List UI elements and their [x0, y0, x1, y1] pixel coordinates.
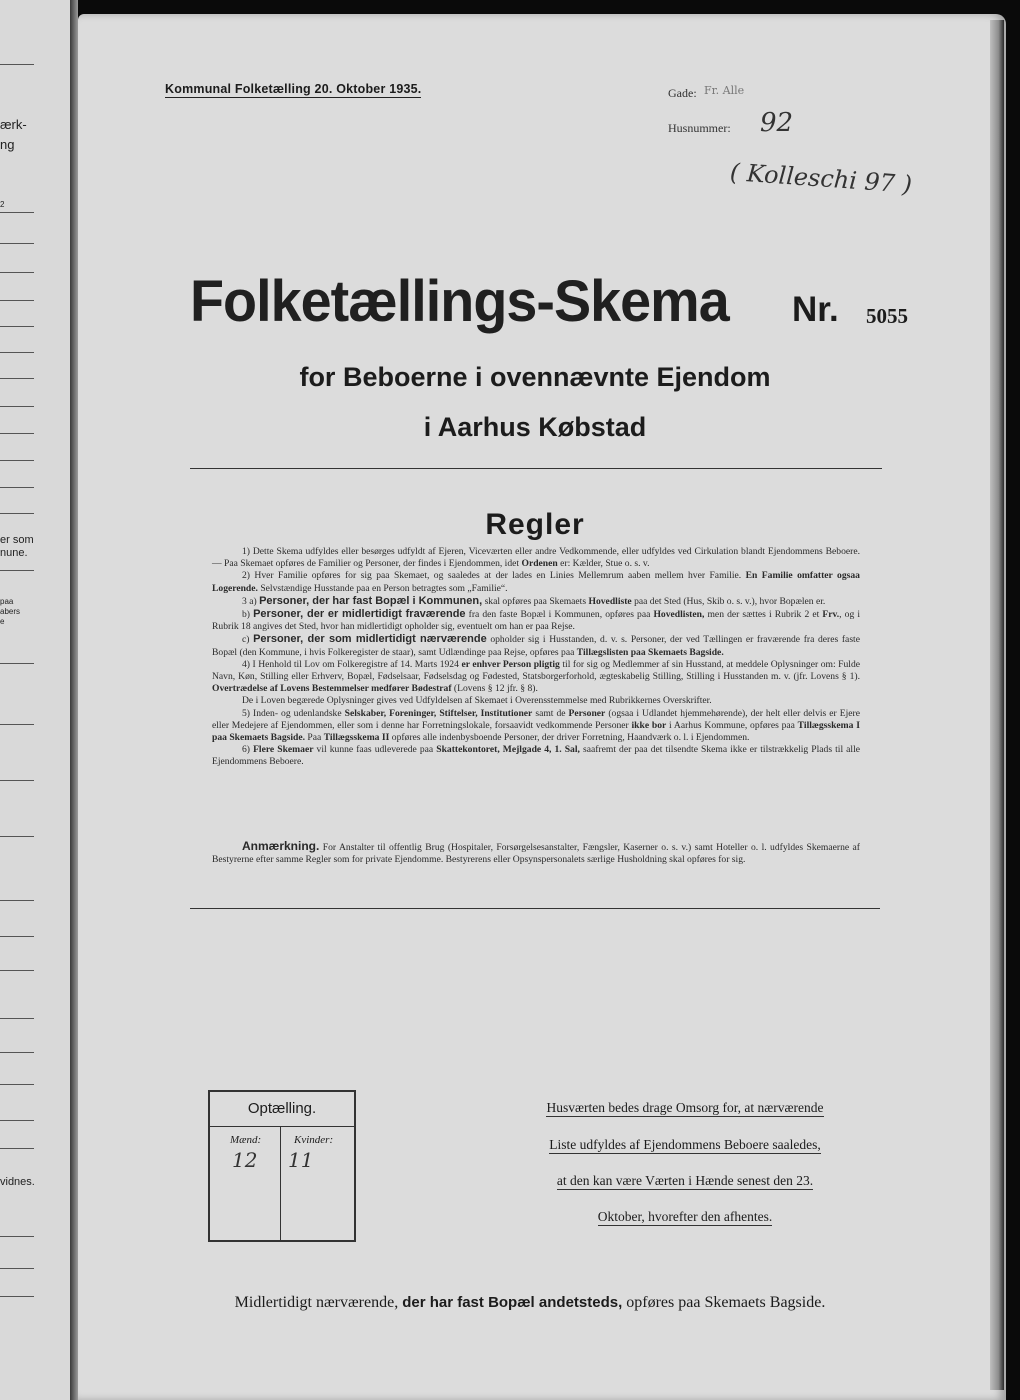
rule-emphasis: Hovedliste — [588, 595, 632, 607]
form-title: Folketællings-Skema — [190, 269, 729, 334]
rule-text: til for sig og Medlemmer af sin Husstand, at meddele Oplysninger om: Fulde Navn, Køn, Stilling eller Erhverv, Bopæl, Fødselsaar, Fødselsdag og Fødested, Statsborgerforhold, ægteskabelig Stilling, Stilling i Husstanden m. v. (jfr. Lovens § 1). — [212, 658, 861, 683]
left-page-rule — [0, 1018, 34, 1019]
landlord-instruction-line — [510, 1209, 860, 1225]
rule-emphasis: Hovedlisten, — [653, 609, 705, 621]
left-page-rule — [0, 326, 34, 327]
left-page-fragment: abers — [0, 607, 21, 616]
rule-emphasis: En Familie omfatter ogsaa Logerende. — [212, 570, 860, 594]
rule-3c — [212, 633, 860, 658]
left-page-rule — [0, 900, 34, 901]
house-number-value: 92 — [760, 108, 794, 138]
rule-text: (ogsaa i Udlandet hjemmehørende), der helt eller delvis er Ejere eller Medejere af Ejendommen, eller som i denne har Forretningslokale, forsaavidt vedkommende Personer — [212, 707, 860, 731]
women-label: Kvinder: — [294, 1134, 334, 1146]
rule-emphasis: er enhver Person pligtig — [461, 658, 560, 670]
left-page-rule — [0, 1084, 34, 1085]
rule-text: Paa — [307, 732, 322, 744]
left-page-rule — [0, 836, 34, 837]
left-page-rule — [0, 64, 34, 65]
left-page-fragment: ærk- — [0, 117, 27, 132]
rule-text: paa det Sted (Hus, Skib o. s. v.), hvor Bopælen er. — [634, 595, 826, 607]
divider-bottom — [190, 908, 880, 909]
landlord-text: at den kan være Værten i Hænde senest den 23. — [556, 1173, 814, 1188]
left-page-rule — [0, 378, 34, 379]
landlord-text: Liste udfyldes af Ejendommens Beboere saaledes, — [549, 1137, 821, 1152]
handwritten-note: ( Kolleschi 97 ) — [729, 158, 913, 199]
left-page-rule — [0, 970, 34, 971]
left-page-rule — [0, 513, 34, 514]
remark-section — [212, 840, 860, 866]
rule-text: 1) Dette Skema udfyldes eller besørges udfyldt af Ejeren, Viceværten eller andre Vedkommende, eller udfyldes ved Cirkulation blandt Ejendommens Beboere. — Paa Skemaet opføres de Familier og Personer, der findes i Ejendommen, idet — [212, 546, 860, 570]
left-page-rule — [0, 406, 34, 407]
rule-emphasis: Overtrædelse af Lovens Bestemmelser medfører Bødestraf — [212, 683, 452, 695]
rule-1 — [212, 546, 860, 570]
rule-text: De i Loven begærede Oplysninger gives ved Udfyldelsen af Skemaet i Overensstemmelse med Rubrikkernes Overskrifter. — [242, 695, 712, 707]
rule-emphasis: Flere Skemaer — [253, 744, 314, 756]
form-subtitle: for Beboerne i ovennævnte Ejendom — [299, 362, 771, 392]
rule-6 — [212, 744, 860, 768]
rule-emphasis: Selskaber, Foreninger, Stiftelser, Institutioner — [344, 707, 533, 719]
landlord-instruction-line — [510, 1100, 860, 1116]
rule-text: c) — [242, 634, 250, 646]
men-count: 12 — [232, 1148, 258, 1172]
left-page-fragment: ng — [0, 137, 15, 152]
men-label: Mænd: — [230, 1134, 262, 1146]
tally-rule — [210, 1126, 354, 1127]
rule-text: men der sættes i Rubrik 2 et — [707, 609, 820, 621]
left-page-rule — [0, 243, 34, 244]
left-page-rule — [0, 724, 34, 725]
rule-4 — [212, 659, 860, 696]
rule-3b — [212, 608, 860, 633]
rule-text: opholder sig i Husstanden, d. v. s. Personer, der ved Tællingen er fraværende fra deres faste Bopæl (den Kommune, i hvis Folkeregister de staar), samt Udlændinge paa Rejse, opføres paa — [212, 634, 860, 658]
rule-text: , og i Rubrik 18 angives det Sted, hvor han midlertidigt opholder sig, eventuelt om han er paa Rejse. — [212, 609, 860, 633]
rule-emphasis: Ordenen — [521, 558, 558, 570]
left-page-fragment: 2 — [0, 200, 5, 209]
house-number-label: Husnummer: — [668, 121, 731, 135]
rule-emphasis: Tillægsskema II — [323, 732, 390, 744]
rule-2 — [212, 570, 860, 594]
left-page-rule — [0, 272, 34, 273]
rule-text: 4) I Henhold til Lov om Folkeregistre af 14. Marts 1924 — [242, 658, 459, 670]
remark-text: For Anstalter til offentlig Brug (Hospitaler, Forsørgelsesanstalter, Fængsler, Kaserner o. s. v.) samt Hoteller o. l. udfyldes Skemaerne af Bestyrerne efter samme Regler som for private Ejendomme. Bestyrerens eller Opsynspersonalets særlige Husholdning skal opføres for sig. — [212, 842, 860, 866]
women-count: 11 — [288, 1148, 314, 1172]
remark-paragraph — [212, 840, 860, 866]
left-page-rule — [0, 663, 34, 664]
left-page-rule — [0, 212, 34, 213]
form-city: i Aarhus Købstad — [423, 412, 647, 442]
left-page-rule — [0, 936, 34, 937]
rule-emphasis: ikke bor — [631, 719, 667, 731]
rule-text: fra den faste Bopæl i Kommunen, opføres paa — [468, 609, 651, 621]
footer-note — [150, 1294, 910, 1312]
left-page-rule — [0, 300, 34, 301]
divider-top — [190, 468, 882, 469]
rule-text: er: Kælder, Stue o. s. v. — [560, 558, 650, 570]
page-stack-edge — [990, 20, 1004, 1390]
left-page-fragment: paa — [0, 597, 14, 606]
landlord-text: Husværten bedes drage Omsorg for, at nærværende — [546, 1100, 824, 1115]
form-number-label: Nr. — [792, 290, 839, 329]
landlord-instruction-line — [510, 1173, 860, 1189]
left-page-rule — [0, 352, 34, 353]
rule-3a — [212, 595, 860, 608]
rule-text: skal opføres paa Skemaets — [484, 595, 587, 607]
rule-emphasis: Skattekontoret, Mejlgade 4, 1. Sal, — [436, 744, 580, 756]
rule-emphasis: Personer — [568, 707, 606, 719]
left-page-fragment: nune. — [0, 547, 28, 559]
left-page-fragment: vidnes. — [0, 1176, 35, 1188]
left-page-fragment: e — [0, 617, 5, 626]
rule-emphasis: Frv. — [822, 609, 840, 621]
rule-emphasis: Personer, der som midlertidigt nærværende — [253, 633, 487, 646]
rule-emphasis: Personer, der har fast Bopæl i Kommunen, — [259, 594, 483, 607]
left-page-rule — [0, 1052, 34, 1053]
rule-emphasis: Tillægslisten paa Skemaets Bagside. — [576, 646, 724, 658]
rule-5 — [212, 708, 860, 745]
street-value: Fr. Alle — [704, 84, 745, 97]
rules-heading: Regler — [485, 508, 585, 541]
rule-text: samt de — [535, 707, 566, 719]
tally-box — [208, 1090, 356, 1242]
tally-title: Optælling. — [247, 1100, 317, 1117]
footer-text: Midlertidigt nærværende, — [234, 1294, 399, 1311]
rule-text: 6) — [242, 744, 250, 756]
left-page-rule — [0, 460, 34, 461]
left-page-rule — [0, 1148, 34, 1149]
street-label: Gade: — [668, 86, 697, 100]
left-page-rule — [0, 433, 34, 434]
left-page-rule — [0, 1236, 34, 1237]
left-page-rule — [0, 1296, 34, 1297]
left-page-rule — [0, 570, 34, 571]
rule-text: 2) Hver Familie opføres for sig paa Skemaet, og saaledes at der lades en Linies Mellemrum aaben mellem hver Familie. — [242, 570, 742, 582]
rule-text: b) — [242, 609, 250, 621]
census-heading: Kommunal Folketælling 20. Oktober 1935. — [165, 82, 422, 96]
left-page-rule — [0, 487, 34, 488]
rule-text: opføres alle indenbysboende Personer, der driver Forretning, Haandværk o. l. i Ejendommen. — [391, 732, 750, 744]
rule-text: i Aarhus Kommune, opføres paa — [669, 719, 795, 731]
rule-emphasis: Tillægsskema I paa Skemaets Bagside. — [212, 719, 860, 744]
rule-text: Selvstændige Husstande paa en Person betragtes som „Familie“. — [260, 582, 508, 594]
rule-text: vil kunne faas udleverede paa — [316, 744, 434, 756]
rule-text: saafremt der paa det tilsendte Skema ikke er tilstrækkelig Plads til alle Ejendommens Beboere. — [212, 744, 861, 768]
form-number: 5055 — [866, 304, 908, 328]
footer-emphasis: der har fast Bopæl andetsteds, — [402, 1294, 623, 1311]
landlord-instruction-line — [510, 1137, 860, 1153]
left-page-rule — [0, 1268, 34, 1269]
left-page-rule — [0, 1120, 34, 1121]
tally-divider — [280, 1126, 281, 1240]
rules-text — [212, 546, 860, 769]
left-page-fragment: er som — [0, 534, 34, 546]
left-page-rule — [0, 780, 34, 781]
footer-text: opføres paa Skemaets Bagside. — [626, 1294, 826, 1311]
remark-label: Anmærkning. — [242, 839, 320, 853]
rule-emphasis: Personer, der er midlertidigt fraværende — [253, 608, 466, 621]
left-page-edge — [0, 0, 74, 1400]
rule-text: (Lovens § 12 jfr. § 8). — [453, 683, 538, 695]
book-gutter — [70, 0, 78, 1400]
landlord-text: Oktober, hvorefter den afhentes. — [597, 1209, 773, 1224]
rule-text: 3 a) — [242, 595, 257, 607]
rule-text: 5) Inden- og udenlandske — [242, 707, 342, 719]
rule-4-note — [212, 695, 860, 707]
